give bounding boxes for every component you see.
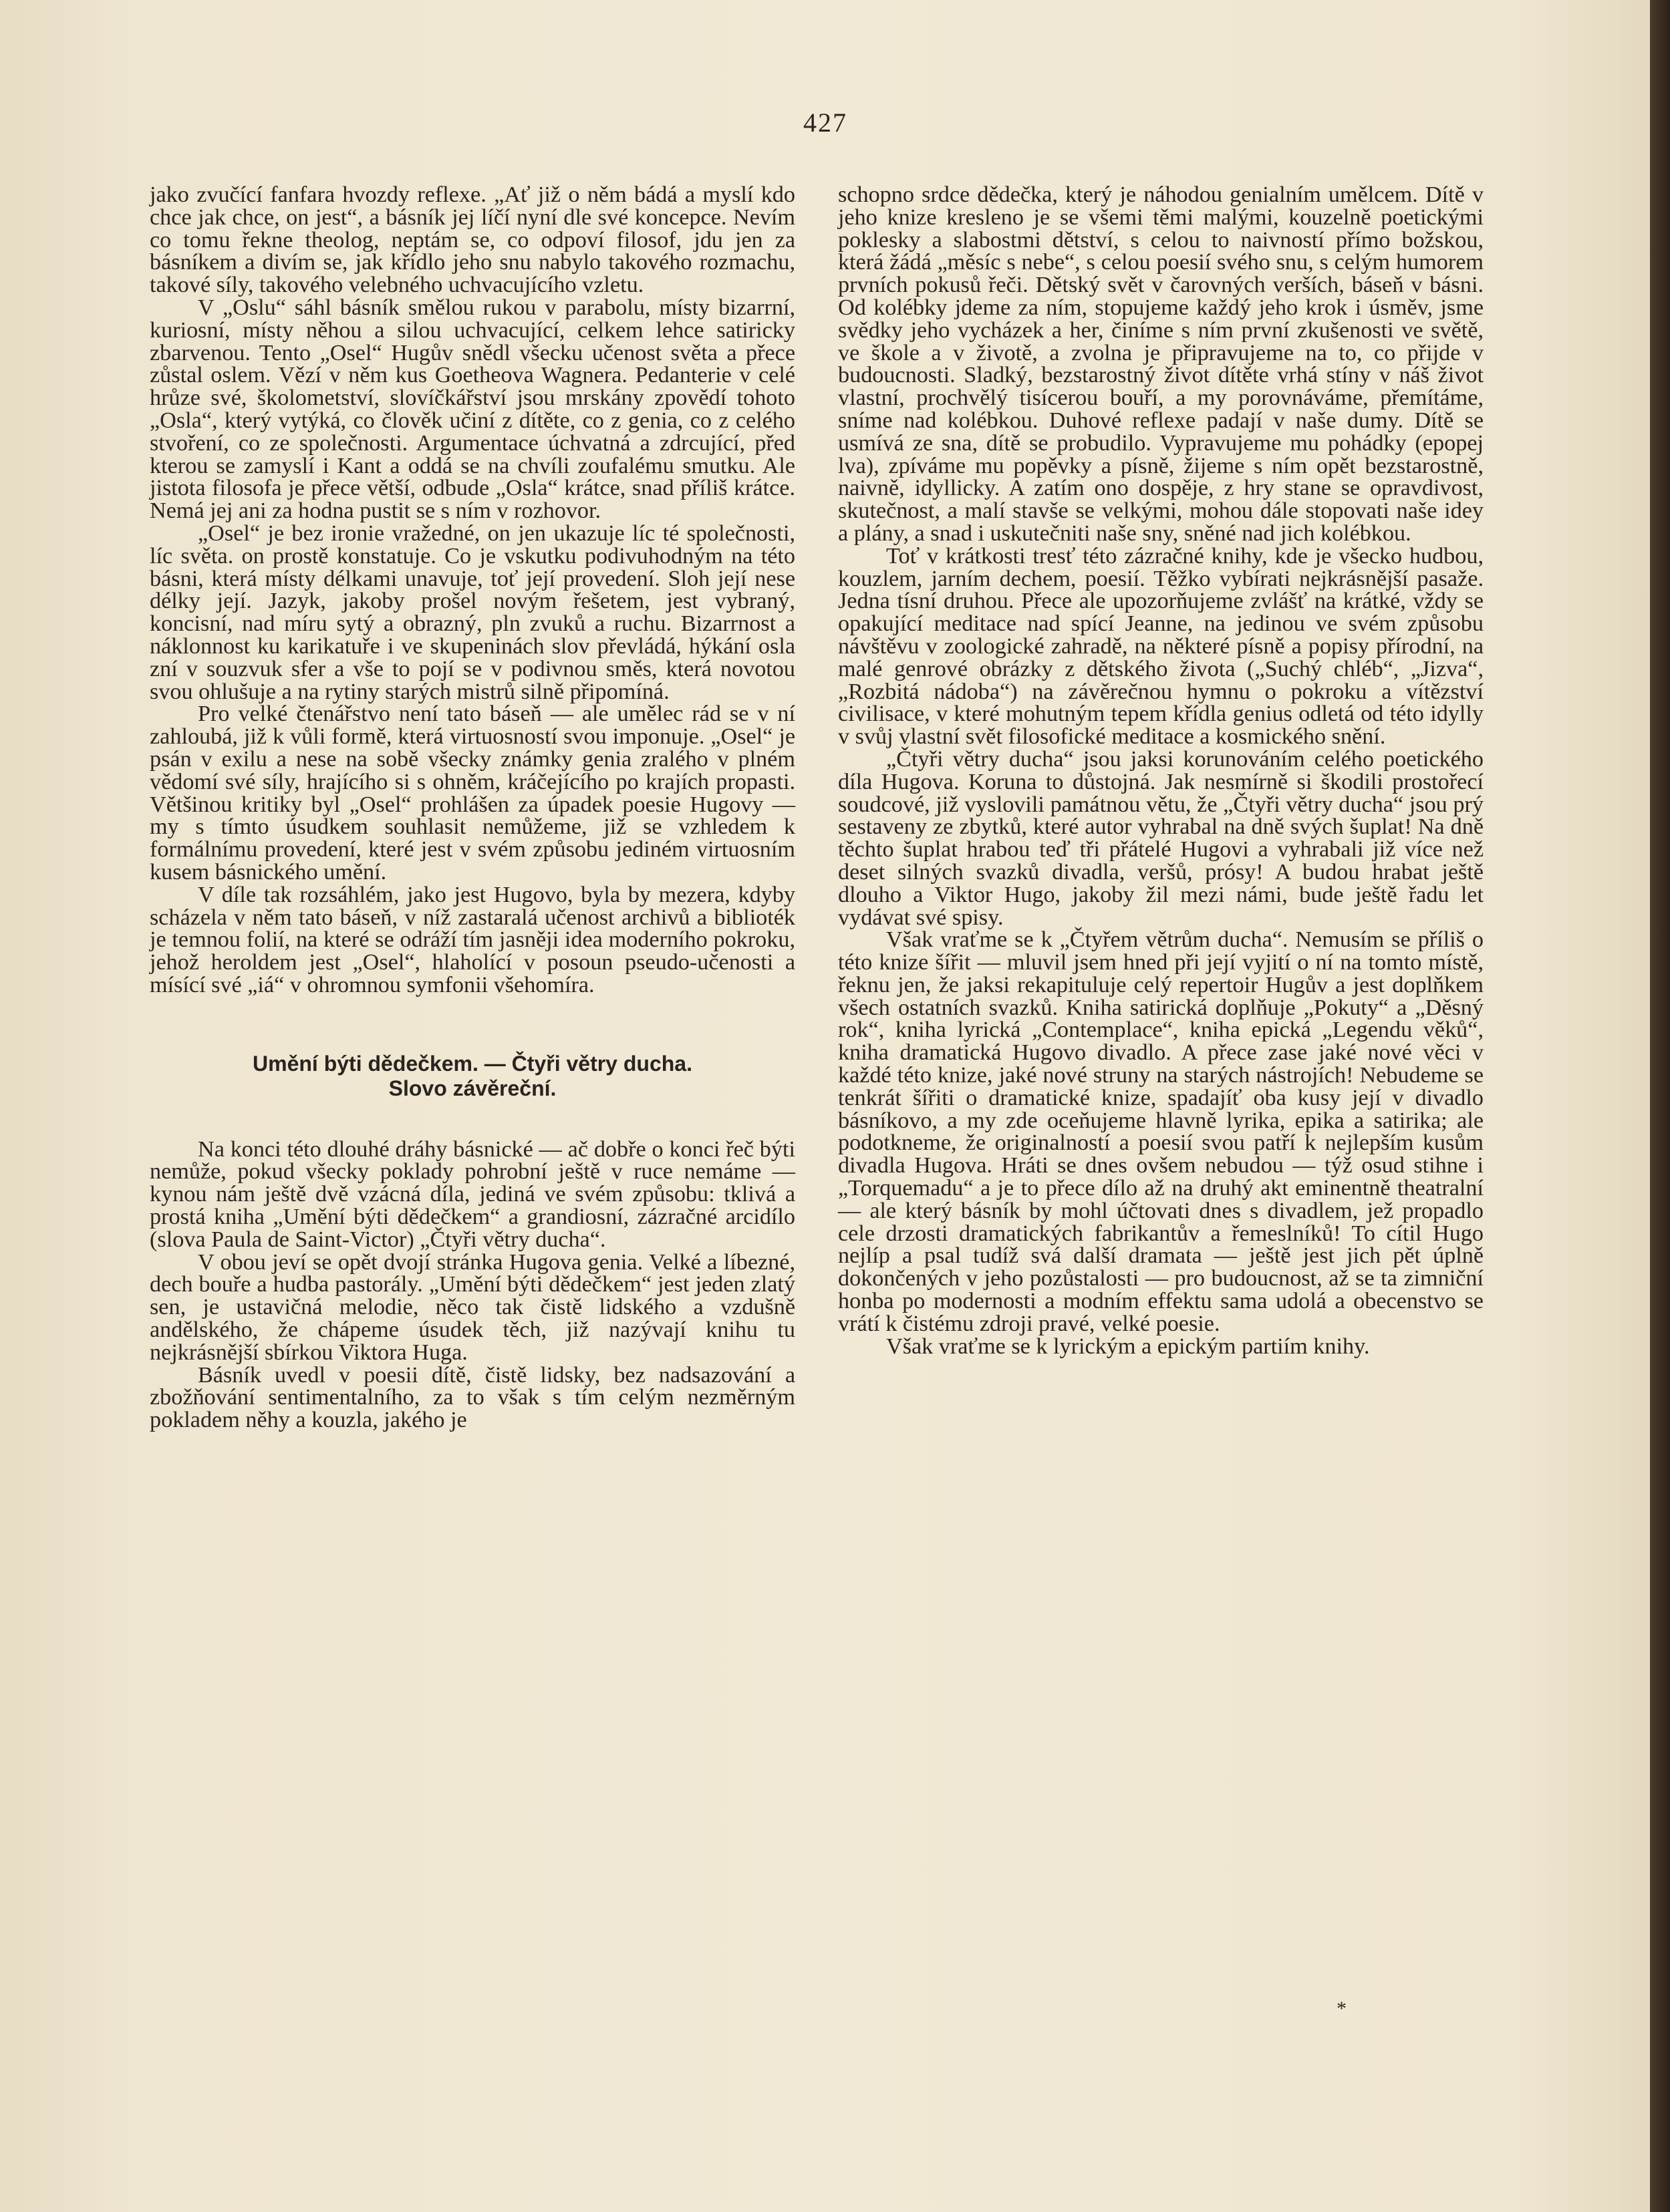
paragraph: V díle tak rozsáhlém, jako jest Hugovo, byla by mezera, kdyby scházela v něm tato báseň, v níž zastaralá učenost archivů a biblioték je temnou folií, na které se odráží tím jasněji idea moderního pokroku, jehož heroldem jest „Osel“, hlaholící v posoun pseudo-učenosti a mísící své „iá“ v ohromnou symfonii všehomíra.: [150, 882, 795, 997]
section-heading-line1: Umění býti dědečkem. — Čtyři větry ducha.: [253, 1051, 692, 1076]
paragraph: Však vraťme se k „Čtyřem větrům ducha“. Nemusím se příliš o této knize šířit — mluvil jsem hned při její vyjití o ní na tomto místě, řeknu jen, že jaksi rekapituluje celý repertoir Hugův a jest doplňkem všech ostatních svazků. Kniha satirická doplňuje „Pokuty“ a „Děsný rok“, kniha lyrická „Contemplace“, kniha epická „Legendu věků“, kniha dramatická Hugovo divadlo. A přece zase jaké nové věci v každé této knize, jaké nové struny na starých nástrojích! Nebudeme se tenkrát šířiti o dramatické knize, spadajíť oba kusy její v divadlo básníkovo, a my zde oceňujeme hlavně lyrika, epika a satirika; ale podotkneme, že originalností a poesií svou patří k nejlepším kusům divadla Hugova. Hráti se dnes ovšem nebudou — týž osud stihne i „Torquemadu“ a je to přece dílo až na druhý akt eminentně theatralní — ale který básník by mohl účtovati dnes s divadlem, jež propadlo cele drzosti dramatických fabrikantův a řemeslníků! To cítil Hugo nejlíp a psal tudíž svá další dramata — ještě jest jich pět úplně dokončených v jeho pozůstalosti — pro budoucnost, až se ta zimniční honba po modernosti a modním effektu sama udolá a obecenstvo se vrátí k čistému zdroji pravé, velké poesie.: [838, 927, 1484, 1336]
paragraph: Na konci této dlouhé dráhy básnické — ač dobře o konci řeč býti nemůže, pokud všecky poklady pohrobní ještě v ruce nemáme — kynou nám ještě dvě vzácná díla, jediná ve svém způsobu: tklivá a prostá kniha „Umění býti dědečkem“ a grandiosní, zázračné arcidílo (slova Paula de Saint-Victor) „Čtyři větry ducha“.: [150, 1136, 795, 1252]
paragraph: Pro velké čtenářstvo není tato báseň — ale umělec rád se v ní zahloubá, již k vůli formě, která virtuosností svou imponuje. „Osel“ je psán v exilu a nese na sobě všecky známky genia zralého v plném vědomí své síly, hrajícího si s ohněm, kráčejícího po krajích propasti. Většinou kritiky byl „Osel“ prohlášen za úpadek poesie Hugovy — my s tímto úsudkem souhlasit nemůžeme, již se vzhledem k formálnímu provedení, které jest v svém způsobu jediném virtuosním kusem básnického umění.: [150, 701, 795, 885]
end-asterisk: *: [1337, 1998, 1347, 2020]
paragraph: Však vraťme se k lyrickým a epickým partiím knihy.: [886, 1333, 1370, 1359]
left-column: [150, 184, 795, 1432]
page-edge: [1650, 0, 1670, 2212]
paragraph: „Osel“ je bez ironie vražedné, on jen ukazuje líc té společnosti, líc světa. on prostě konstatuje. Co je vskutku podivuhodným na této básni, která místy délkami unavuje, toť její provedení. Sloh její nese délky její. Jazyk, jakoby prošel novým řešetem, jest vybraný, koncisní, nad míru sytý a obrazný, pln zvuků a ruchu. Bizarrnost a náklonnost ku karikatuře i ve skupeninách slov převládá, hýkání osla zní v souzvuk sfer a vše to pojí se v podivnou směs, která novotou svou ohlušuje a na rytiny starých mistrů silně připomíná.: [150, 520, 795, 704]
paragraph: V „Oslu“ sáhl básník smělou rukou v parabolu, místy bizarrní, kuriosní, místy něhou a silou uchvacující, celkem lehce satiricky zbarvenou. Tento „Osel“ Hugův snědl všecku učenost světa a přece zůstal oslem. Vězí v něm kus Goetheova Wagnera. Pedanterie v celé hrůze své, školometství, slovíčkářství jsou mrskány zpovědí tohoto „Osla“, který vytýká, co člověk učiní z dítěte, co z genia, co z celého stvoření, co ze společnosti. Argumentace úchvatná a zdrcující, před kterou se zamyslí i Kant a oddá se na chvíli zoufalému smutku. Ale jistota filosofa je přece větší, odbude „Osla“ krátce, snad příliš krátce. Nemá jej ani za hodna pustit se s ním v rozhovor.: [150, 295, 795, 524]
section-heading-line2: Slovo závěreční.: [388, 1076, 557, 1100]
paragraph: jako zvučící fanfara hvozdy reflexe. „Ať již o něm bádá a myslí kdo chce jak chce, on jest“, a básník jej líčí nyní dle své koncepce. Nevím co tomu řekne theolog, neptám se, co odpoví filosof, jdu jen za básníkem a divím se, jak křídlo jeho snu nabylo takového rozmachu, takové síly, takového velebného uchvacujícího vzletu.: [150, 182, 795, 298]
section-heading: [150, 1052, 795, 1101]
paragraph: „Čtyři větry ducha“ jsou jaksi korunováním celého poetického díla Hugova. Koruna to důstojná. Jak nesmírně si škodili prostořecí soudcové, již vyslovili památnou větu, že „Čtyři větry ducha“ jsou prý sestaveny ze zbytků, které autor vyhrabal na dně svých šuplat! Na dně těchto šuplat hrabou teď tři přátelé Hugovi a vyhrabali již více než deset silných svazků divadla, veršů, prósy! A budou hrabat ještě dlouho a Viktor Hugo, jakoby žil mezi námi, bude ještě řadu let vydávat své spisy.: [838, 746, 1484, 930]
right-column: [838, 184, 1484, 1358]
paragraph: Básník uvedl v poesii dítě, čistě lidsky, bez nadsazování a zbožňování sentimentalního, za to však s tím celým nezměrným pokladem něhy a kouzla, jakého je: [150, 1362, 795, 1433]
paragraph: Toť v krátkosti tresť této zázračné knihy, kde je všecko hudbou, kouzlem, jarním dechem, poesií. Těžko vybírati nejkrásnější pasaže. Jedna tísní druhou. Přece ale upozorňujeme zvlášť na krátké, vždy se opakující meditace nad spící Jeanne, na jedinou ve svém způsobu návštěvu v zoologické zahradě, na některé písně a popisy přírodní, na malé genrové obrázky z dětského života („Suchý chléb“, „Jizva“, „Rozbitá nádoba“) na závěrečnou hymnu o pokroku a vítězství civilisace, v které mohutným tepem křídla genius odletá od této idylly v svůj vlastní svět filosofické meditace a kosmického snění.: [838, 543, 1484, 750]
page-number: 427: [803, 108, 847, 138]
paragraph: V obou jeví se opět dvojí stránka Hugova genia. Velké a líbezné, dech bouře a hudba pastorály. „Umění býti dědečkem“ jest jeden zlatý sen, je ustavičná melodie, něco tak čistě lidského a vzdušně andělského, že chápeme úsudek těch, již nazývají knihu tu nejkrásnější sbírkou Viktora Huga.: [150, 1249, 795, 1365]
paragraph: schopno srdce dědečka, který je náhodou genialním umělcem. Dítě v jeho knize kresleno je se všemi těmi malými, kouzelně poetickými poklesky a slabostmi dětství, s celou to naivností přímo božskou, která žádá „měsíc s nebe“, s celou poesií svého snu, s celým humorem prvních pokusů řeči. Dětský svět v čarovných verších, báseň v básni. Od kolébky jdeme za ním, stopujeme každý jeho krok i úsměv, jsme svědky jeho vycházek a her, činíme s ním první zkušenosti ve světě, ve škole a v životě, a zvolna je připravujeme na to, co přijde v budoucnosti. Sladký, bezstarostný život dítěte vrhá stíny v náš život vlastní, prochvělý tisícerou bouří, a my porovnáváme, přemítáme, sníme nad kolébkou. Duhové reflexe padají v naše dumy. Dítě se usmívá ze sna, dítě se probudilo. Vypravujeme mu pohádky (epopej lva), zpíváme mu popěvky a písně, žijeme s ním opět bezstarostně, naivně, idyllicky. A zatím ono dospěje, z hry stane se opravdivost, skutečnost, a malí stavše se velkými, mohou dále stopovati naše idey a plány, a snad i uskutečniti naše sny, sněné nad jich kolébkou.: [838, 182, 1484, 546]
